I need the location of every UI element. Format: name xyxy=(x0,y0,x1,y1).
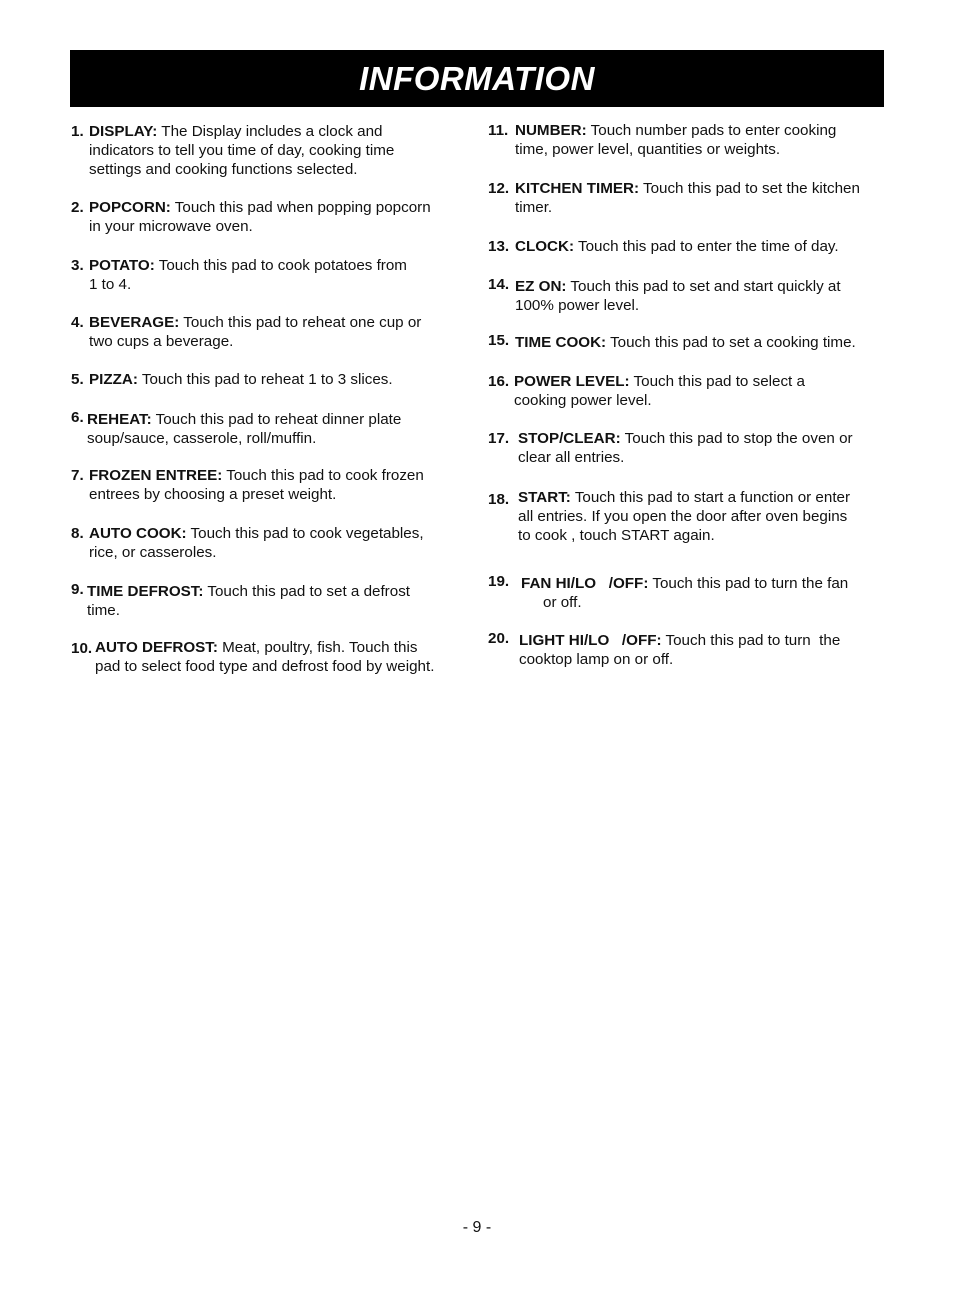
item-label: AUTO DEFROST: xyxy=(95,639,218,656)
item-text-line: in your microwave oven. xyxy=(89,218,253,235)
item-description xyxy=(521,574,848,612)
item-description xyxy=(89,466,424,504)
item-number: 10. xyxy=(71,640,93,657)
item-label: DISPLAY: xyxy=(89,123,158,140)
item-description xyxy=(518,429,853,467)
item-text-line: pad to select food type and defrost food by weight. xyxy=(95,658,435,675)
item-label: EZ ON: xyxy=(515,278,567,295)
item-number: 13. xyxy=(488,238,510,255)
item-label: REHEAT: xyxy=(87,411,152,428)
item-label: KITCHEN TIMER: xyxy=(515,180,640,197)
item-description xyxy=(89,198,431,236)
item-text-line: soup/sauce, casserole, roll/muffin. xyxy=(87,430,317,447)
item-text-line: time. xyxy=(87,602,120,619)
item-label: START: xyxy=(518,489,571,506)
item-text: Touch this pad to set the kitchen xyxy=(639,180,860,197)
item-description xyxy=(515,121,836,159)
item-number: 5. xyxy=(71,371,84,388)
item-description xyxy=(89,256,407,294)
item-number: 17. xyxy=(488,430,510,447)
item-text-line: or off. xyxy=(543,594,582,611)
item-number: 8. xyxy=(71,525,84,542)
item-text-line: to cook , touch START again. xyxy=(518,527,715,544)
item-number: 16. xyxy=(488,373,510,390)
item-text: Touch number pads to enter cooking xyxy=(586,122,837,139)
item-text-line: time, power level, quantities or weights. xyxy=(515,141,781,158)
item-label: TIME COOK: xyxy=(515,334,607,351)
item-text: Touch this pad to set and start quickly at xyxy=(566,278,841,295)
item-label: FAN HI/LO /OFF: xyxy=(521,575,649,592)
item-text: Touch this pad to set a cooking time. xyxy=(606,334,856,351)
item-text-line: 100% power level. xyxy=(515,297,640,314)
item-text: Touch this pad to cook vegetables, xyxy=(186,525,424,542)
item-description xyxy=(89,122,394,179)
item-number: 20. xyxy=(488,630,510,647)
item-description xyxy=(89,524,424,562)
item-text: Touch this pad to enter the time of day. xyxy=(574,238,839,255)
item-description xyxy=(515,277,841,315)
header-bar xyxy=(70,50,884,107)
item-description xyxy=(518,488,850,545)
item-description xyxy=(515,333,856,352)
item-description xyxy=(515,237,839,256)
item-number: 9. xyxy=(71,581,84,598)
item-text-line: cooking power level. xyxy=(514,392,652,409)
item-label: POPCORN: xyxy=(89,199,171,216)
item-number: 3. xyxy=(71,257,84,274)
item-text-line: two cups a beverage. xyxy=(89,333,234,350)
item-number: 18. xyxy=(488,491,510,508)
item-text-line: all entries. If you open the door after oven begins xyxy=(518,508,848,525)
item-label: POTATO: xyxy=(89,257,155,274)
item-text-line: timer. xyxy=(515,199,553,216)
item-label: TIME DEFROST: xyxy=(87,583,204,600)
item-text: Touch this pad when popping popcorn xyxy=(170,199,431,216)
item-text: Touch this pad to cook potatoes from xyxy=(154,257,407,274)
item-description xyxy=(514,372,805,410)
item-number: 15. xyxy=(488,332,510,349)
item-description xyxy=(95,638,434,676)
item-text-line: indicators to tell you time of day, cooking time xyxy=(89,142,395,159)
item-text: Touch this pad to turn the xyxy=(661,632,841,649)
item-description xyxy=(515,179,860,217)
item-number: 6. xyxy=(71,409,84,426)
item-description xyxy=(87,410,401,448)
item-label: PIZZA: xyxy=(89,371,138,388)
item-text: Touch this pad to cook frozen xyxy=(222,467,424,484)
item-text-line: clear all entries. xyxy=(518,449,625,466)
item-label: LIGHT HI/LO /OFF: xyxy=(519,632,662,649)
item-text: Touch this pad to stop the oven or xyxy=(620,430,853,447)
item-text: Touch this pad to turn the fan xyxy=(648,575,849,592)
item-label: STOP/CLEAR: xyxy=(518,430,621,447)
item-text-line: 1 to 4. xyxy=(89,276,132,293)
item-number: 11. xyxy=(488,122,509,139)
item-number: 7. xyxy=(71,467,84,484)
item-text: Touch this pad to reheat 1 to 3 slices. xyxy=(137,371,393,388)
item-text: Touch this pad to reheat one cup or xyxy=(179,314,422,331)
item-number: 12. xyxy=(488,180,510,197)
item-text: The Display includes a clock and xyxy=(157,123,383,140)
item-number: 2. xyxy=(71,199,84,216)
item-number: 19. xyxy=(488,573,510,590)
item-description xyxy=(89,370,393,389)
item-label: NUMBER: xyxy=(515,122,587,139)
item-text-line: settings and cooking functions selected. xyxy=(89,161,358,178)
item-text-line: cooktop lamp on or off. xyxy=(519,651,674,668)
item-text: Touch this pad to set a defrost xyxy=(203,583,411,600)
item-text-line: rice, or casseroles. xyxy=(89,544,217,561)
item-text: Touch this pad to select a xyxy=(629,373,805,390)
item-text: Touch this pad to reheat dinner plate xyxy=(151,411,402,428)
item-label: AUTO COOK: xyxy=(89,525,187,542)
item-text-line: entrees by choosing a preset weight. xyxy=(89,486,337,503)
item-label: FROZEN ENTREE: xyxy=(89,467,223,484)
item-description xyxy=(87,582,410,620)
item-description xyxy=(89,313,421,351)
item-description xyxy=(519,631,840,669)
item-text: Meat, poultry, fish. Touch this xyxy=(217,639,418,656)
item-label: BEVERAGE: xyxy=(89,314,180,331)
item-text: Touch this pad to start a function or enter xyxy=(570,489,851,506)
item-number: 4. xyxy=(71,314,84,331)
item-label: CLOCK: xyxy=(515,238,575,255)
page-number: - 9 - xyxy=(462,1219,492,1236)
item-label: POWER LEVEL: xyxy=(514,373,630,390)
item-number: 1. xyxy=(71,123,84,140)
item-number: 14. xyxy=(488,276,510,293)
page-title: INFORMATION xyxy=(359,59,595,97)
